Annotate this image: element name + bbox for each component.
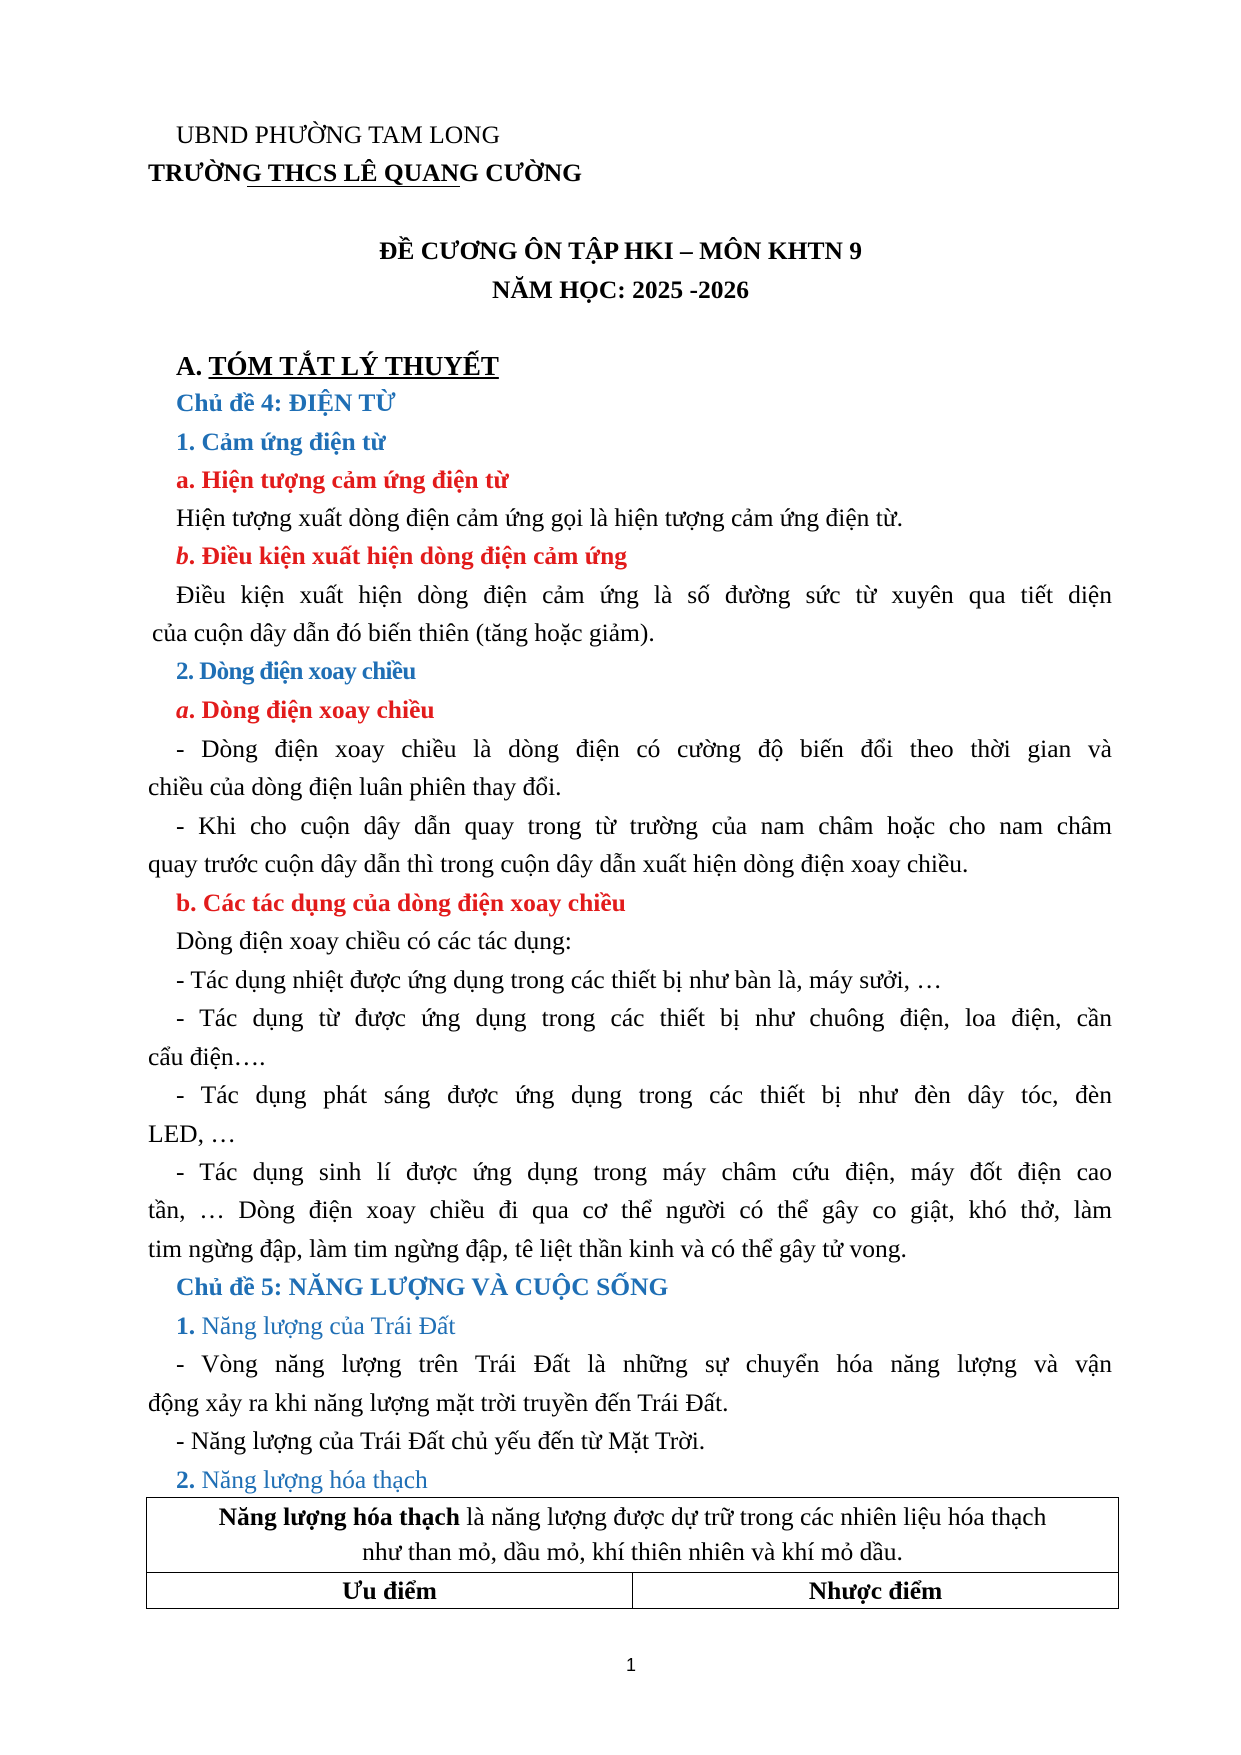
- topic5-s2-title-text: Năng lượng hóa thạch: [195, 1465, 428, 1494]
- topic4-s2b-effect-light-line1: - Tác dụng phát sáng được ứng dụng trong các thiết bị như đèn dây tóc, đèn: [176, 1080, 1112, 1109]
- topic4-s2b-effect-heat: - Tác dụng nhiệt được ứng dụng trong các thiết bị như bàn là, máy sưởi, …: [176, 965, 942, 994]
- topic5-s1-title-text: Năng lượng của Trái Đất: [195, 1311, 456, 1340]
- topic5-s2-title: [176, 1463, 428, 1497]
- topic5-s1-number: 1.: [176, 1311, 196, 1340]
- topic4-s2b-intro: Dòng điện xoay chiều có các tác dụng:: [176, 926, 572, 955]
- topic4-s2b-effect-magnetic-line1: - Tác dụng từ được ứng dụng trong các thiết bị như chuông điện, loa điện, cần: [176, 1003, 1112, 1032]
- topic4-s2a-p2-line2: quay trước cuộn dây dẫn thì trong cuộn dây dẫn xuất hiện dòng điện xoay chiều.: [148, 849, 969, 878]
- topic4-s2b-effect-magnetic-line2: cẩu điện….: [148, 1042, 266, 1071]
- topic4-s2b-effect-physio-line1: - Tác dụng sinh lí được ứng dụng trong máy châm cứu điện, máy đốt điện cao: [176, 1157, 1112, 1186]
- definition-text-line1: là năng lượng được dự trữ trong các nhiên liệu hóa thạch: [459, 1502, 1047, 1531]
- topic5-s1-p1-line1: - Vòng năng lượng trên Trái Đất là những sự chuyển hóa năng lượng và vận: [176, 1349, 1112, 1378]
- topic4-s2a-letter: a: [176, 695, 189, 724]
- table-header-row: [147, 1573, 1119, 1609]
- topic5-s1-p1-line2: động xảy ra khi năng lượng mặt trời truyền đến Trái Đất.: [148, 1388, 729, 1417]
- topic4-s1b-text-line2: của cuộn dây dẫn đó biến thiên (tăng hoặc giảm).: [152, 618, 655, 647]
- column-header-pros: Ưu điểm: [147, 1573, 633, 1609]
- page-number: 1: [625, 1655, 636, 1675]
- fossil-energy-table: [146, 1497, 1119, 1609]
- topic4-title: Chủ đề 4: ĐIỆN TỪ: [176, 388, 396, 417]
- topic4-s2b-title: b. Các tác dụng của dòng điện xoay chiều: [176, 888, 626, 917]
- school-year: NĂM HỌC: 2025 -2026: [491, 275, 750, 304]
- topic4-s2b-effect-physio-line2: tần, … Dòng điện xoay chiều đi qua cơ thể người có thể gây co giật, khó thở, làm: [148, 1195, 1112, 1224]
- topic5-s1-title: [176, 1309, 455, 1343]
- topic4-s2-title: 2. Dòng điện xoay chiều: [176, 658, 416, 685]
- topic4-s2b-effect-physio-line3: tim ngừng đập, làm tim ngừng đập, tê liệt thần kinh và có thể gây tử vong.: [148, 1234, 907, 1263]
- topic4-s1b-letter: b: [176, 541, 189, 570]
- section-a-prefix: A.: [176, 351, 209, 381]
- topic5-s2-number: 2.: [176, 1465, 196, 1494]
- topic4-s1-title: 1. Cảm ứng điện từ: [176, 427, 386, 456]
- topic4-s1b-title: [176, 539, 627, 573]
- topic4-s2a-p1-line2: chiều của dòng điện luân phiên thay đổi.: [148, 772, 562, 801]
- definition-term: Năng lượng hóa thạch: [218, 1502, 460, 1531]
- definition-text-line2: như than mỏ, dầu mỏ, khí thiên nhiên và khí mỏ dầu.: [362, 1537, 903, 1566]
- topic4-s1a-title: a. Hiện tượng cảm ứng điện từ: [176, 465, 509, 494]
- topic4-s2a-title: [176, 693, 435, 727]
- org-name: UBND PHƯỜNG TAM LONG: [176, 120, 500, 149]
- table-row: [147, 1498, 1119, 1573]
- section-a-heading: [176, 349, 499, 383]
- section-a-label: TÓM TẮT LÝ THUYẾT: [208, 351, 499, 381]
- topic4-s2a-title-text: . Dòng điện xoay chiều: [188, 695, 435, 724]
- topic4-s1b-title-text: . Điều kiện xuất hiện dòng điện cảm ứng: [188, 541, 628, 570]
- topic4-s2b-effect-light-line2: LED, …: [148, 1119, 236, 1148]
- school-name: TRƯỜNG THCS LÊ QUANG CƯỜNG: [148, 158, 583, 187]
- column-header-cons: Nhược điểm: [633, 1573, 1119, 1609]
- definition-cell: [147, 1498, 1119, 1573]
- topic4-s1b-text-line1: Điều kiện xuất hiện dòng điện cảm ứng là số đường sức từ xuyên qua tiết diện: [176, 580, 1112, 609]
- topic5-title: Chủ đề 5: NĂNG LƯỢNG VÀ CUỘC SỐNG: [176, 1272, 669, 1301]
- topic4-s2a-p2-line1: - Khi cho cuộn dây dẫn quay trong từ trường của nam châm hoặc cho nam châm: [176, 811, 1112, 840]
- topic5-s1-p2: - Năng lượng của Trái Đất chủ yếu đến từ Mặt Trời.: [176, 1426, 706, 1455]
- document-title: ĐỀ CƯƠNG ÔN TẬP HKI – MÔN KHTN 9: [378, 236, 863, 265]
- signature-underline: [247, 186, 460, 187]
- topic4-s1a-text: Hiện tượng xuất dòng điện cảm ứng gọi là hiện tượng cảm ứng điện từ.: [176, 503, 904, 532]
- topic4-s2a-p1-line1: - Dòng điện xoay chiều là dòng điện có cường độ biến đổi theo thời gian và: [176, 734, 1112, 763]
